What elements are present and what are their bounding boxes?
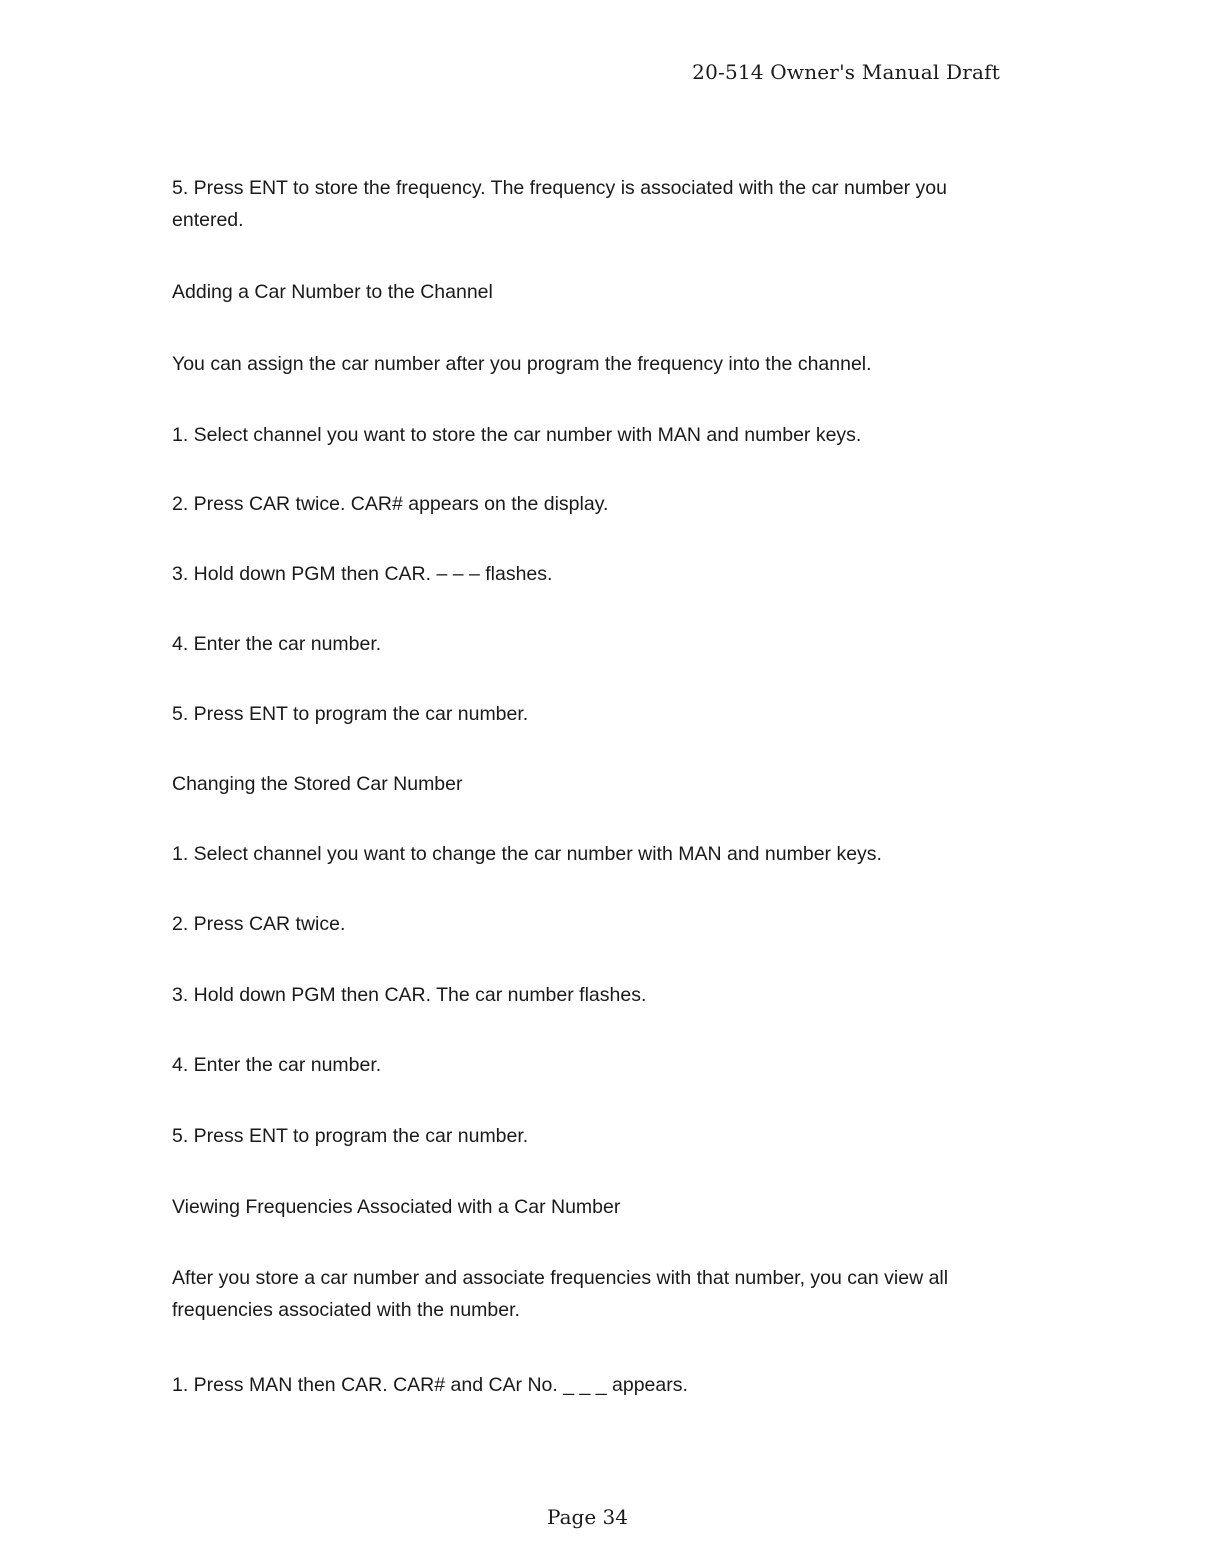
section-heading-adding-car-number: Adding a Car Number to the Channel: [172, 281, 493, 303]
viewing-step-1: 1. Press MAN then CAR. CAR# and CAr No. _ _ _ appears.: [172, 1374, 688, 1396]
adding-step-1: 1. Select channel you want to store the car number with MAN and number keys.: [172, 424, 862, 446]
adding-step-4: 4. Enter the car number.: [172, 633, 382, 655]
changing-step-5: 5. Press ENT to program the car number.: [172, 1125, 529, 1147]
changing-step-4: 4. Enter the car number.: [172, 1054, 382, 1076]
changing-step-3: 3. Hold down PGM then CAR. The car number flashes.: [172, 984, 647, 1006]
section-heading-changing-car-number: Changing the Stored Car Number: [172, 773, 463, 795]
paragraph-assign-car-number: You can assign the car number after you program the frequency into the channel.: [172, 353, 872, 375]
changing-step-2: 2. Press CAR twice.: [172, 913, 346, 935]
page-header: 20-514 Owner's Manual Draft: [692, 60, 1000, 84]
paragraph-store-frequency: 5. Press ENT to store the frequency. The frequency is associated with the car number you entered.: [172, 177, 947, 231]
adding-step-5: 5. Press ENT to program the car number.: [172, 703, 529, 725]
paragraph-after-store: After you store a car number and associate frequencies with that number, you can view all frequencies associated with the number.: [172, 1267, 949, 1321]
adding-step-3: 3. Hold down PGM then CAR. – – – flashes.: [172, 563, 553, 585]
adding-step-2: 2. Press CAR twice. CAR# appears on the display.: [172, 493, 609, 515]
page-number: Page 34: [547, 1505, 628, 1529]
section-heading-viewing-frequencies: Viewing Frequencies Associated with a Car Number: [172, 1196, 621, 1218]
changing-step-1: 1. Select channel you want to change the car number with MAN and number keys.: [172, 843, 882, 865]
